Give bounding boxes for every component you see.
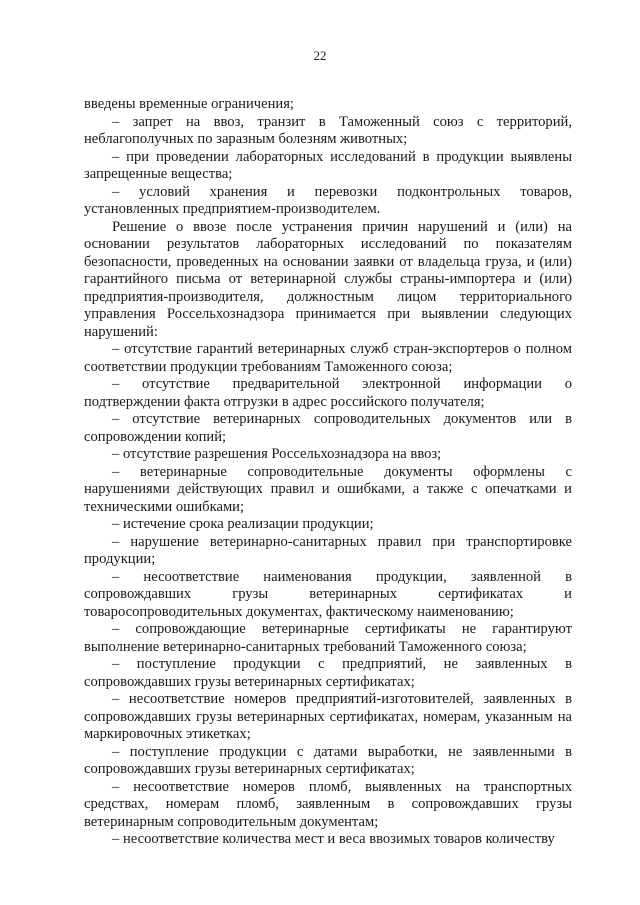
- paragraph: – сопровождающие ветеринарные сертификаты не гарантируют выполнение ветеринарно-санитарных требований Таможенного союза;: [84, 621, 572, 655]
- paragraph: – истечение срока реализации продукции;: [112, 516, 374, 532]
- paragraph: – ветеринарные сопроводительные документы оформлены с нарушениями действующих правил и ошибками, а также с опечатками и техническими ошибками;: [84, 463, 572, 515]
- paragraph: – несоответствие количества мест и веса ввозимых товаров количеству: [112, 831, 555, 847]
- paragraph: введены временные ограничения;: [84, 96, 294, 112]
- paragraph: – несоответствие номеров пломб, выявленных на транспортных средствах, номерам пломб, заявленным в сопровождавших грузы ветеринарным сопроводительным документам;: [84, 778, 572, 830]
- paragraph: – отсутствие ветеринарных сопроводительных документов или в сопровождении копий;: [84, 411, 572, 445]
- page-number: 22: [313, 48, 327, 63]
- paragraph: – отсутствие разрешения Россельхознадзора на ввоз;: [112, 446, 442, 462]
- paragraph: – запрет на ввоз, транзит в Таможенный союз с территорий, неблагополучных по заразным болезням животных;: [84, 113, 572, 147]
- paragraph: – при проведении лабораторных исследований в продукции выявлены запрещенные вещества;: [84, 148, 572, 182]
- paragraph: – нарушение ветеринарно-санитарных правил при транспортировке продукции;: [84, 533, 572, 567]
- paragraph: – отсутствие гарантий ветеринарных служб стран-экспортеров о полном соответствии продукции требованиям Таможенного союза;: [84, 341, 572, 375]
- paragraph: – поступление продукции с предприятий, не заявленных в сопровождавших грузы ветеринарных сертификатах;: [84, 656, 572, 690]
- paragraph: – отсутствие предварительной электронной информации о подтверждении факта отгрузки в адрес российского получателя;: [84, 376, 572, 410]
- document-body: [84, 96, 572, 849]
- paragraph: – несоответствие номеров предприятий-изготовителей, заявленных в сопровождавших грузы ветеринарных сертификатах, номерам, указанным на маркировочных этикетках;: [84, 691, 572, 742]
- paragraph: – условий хранения и перевозки подконтрольных товаров, установленных предприятием-производителем.: [84, 183, 572, 217]
- paragraph: – несоответствие наименования продукции, заявленной в сопровождавших грузы ветеринарных сертификатах и товаросопроводительных документах, фактическому наименованию;: [84, 568, 572, 620]
- paragraph: – поступление продукции с датами выработки, не заявленными в сопровождавших грузы ветеринарных сертификатах;: [84, 743, 572, 777]
- paragraph: Решение о ввозе после устранения причин нарушений и (или) на основании результатов лабораторных исследований по показателям безопасности, проведенных на основании заявки от владельца груза, и (или) гарантийного письма от ветеринарной службы страны-импортера и (или) предприятия-производителя, должностным лицом территориального управления Россельхознадзора принимается при выявлении следующих нарушений:: [84, 218, 572, 340]
